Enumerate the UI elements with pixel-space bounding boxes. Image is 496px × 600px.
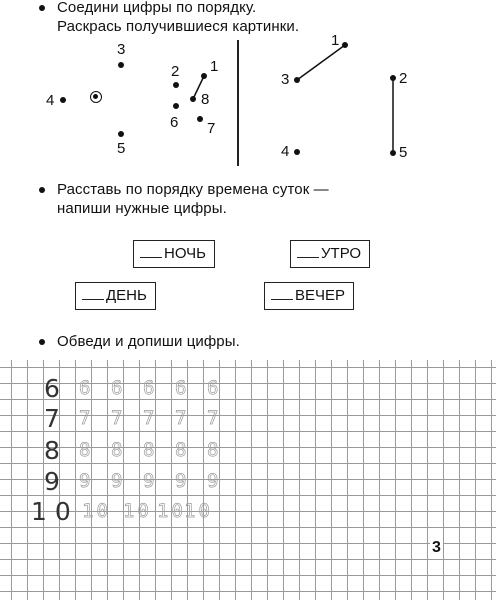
trace-digit[interactable]: 6 [143,377,155,399]
dot-6 [173,103,179,109]
sample-digit: 9 [44,467,60,496]
dot-label-5: 5 [117,140,126,157]
trace-digit[interactable]: 10 [82,500,111,522]
trace-digit[interactable]: 9 [79,470,91,492]
trace-digit[interactable]: 9 [207,470,219,492]
trace-digit[interactable]: 9 [175,470,187,492]
dot-label-7: 7 [207,120,216,137]
bullet [39,187,45,193]
dot-label-1: 1 [210,58,219,75]
task-2-instruction [57,180,329,218]
trace-digit[interactable]: 7 [111,407,123,429]
dot-2 [390,75,396,81]
trace-digit[interactable]: 9 [111,470,123,492]
eye-icon [90,91,102,103]
task-2-line-2: напиши нужные цифры. [57,200,227,217]
bullet [39,339,45,345]
dot-5 [390,150,396,156]
dot-7 [197,116,203,122]
page-number: 3 [432,539,441,556]
dot-5 [118,131,124,137]
dot-label-2: 2 [171,63,180,80]
trace-digit[interactable]: 6 [207,377,219,399]
dot-3 [118,62,124,68]
time-label-evening: ВЕЧЕР [295,287,346,304]
picture-divider [237,40,239,166]
dot-label-4: 4 [281,143,290,160]
dot-8 [190,96,196,102]
dot-label-3: 3 [281,71,290,88]
dot-2 [173,82,179,88]
time-card-morning[interactable] [290,240,370,268]
trace-digit[interactable]: 7 [207,407,219,429]
answer-blank[interactable] [271,285,293,300]
time-card-night[interactable] [133,240,215,268]
task-1-line-2: Раскрась получившиеся картинки. [57,18,300,35]
trace-digit[interactable]: 7 [79,407,91,429]
time-card-evening[interactable] [264,282,354,310]
answer-blank[interactable] [82,285,104,300]
dot-4 [294,149,300,155]
task-1-line-1: Соедини цифры по порядку. [57,0,257,16]
dot-3 [294,77,300,83]
task-2-line-1: Расставь по порядку времена суток — [57,181,329,198]
writing-grid[interactable] [0,360,496,600]
time-label-night: НОЧЬ [164,245,207,262]
time-label-morning: УТРО [321,245,362,262]
trace-digit[interactable]: 8 [111,439,123,461]
trace-digit[interactable]: 10 [123,500,152,522]
trace-digit[interactable]: 6 [111,377,123,399]
trace-digit[interactable]: 8 [143,439,155,461]
dot-label-8: 8 [201,91,210,108]
trace-digit[interactable]: 8 [175,439,187,461]
task-3-instruction [57,332,240,351]
dot-4 [60,97,66,103]
dot-1 [201,73,207,79]
dot-label-5: 5 [399,144,408,161]
trace-digit[interactable]: 6 [175,377,187,399]
trace-digit[interactable]: 8 [207,439,219,461]
trace-digit[interactable]: 10 [157,500,186,522]
task-3-line-1: Обведи и допиши цифры. [57,333,240,350]
sample-digit: 8 [44,436,60,465]
sample-digit: 10 [31,497,79,526]
sample-digit: 6 [44,374,60,403]
trace-digit[interactable]: 8 [79,439,91,461]
dot-label-4: 4 [46,92,55,109]
answer-blank[interactable] [140,243,162,258]
trace-digit[interactable]: 7 [175,407,187,429]
dot-label-2: 2 [399,70,408,87]
trace-digit[interactable]: 10 [184,500,213,522]
dot-label-1: 1 [331,32,340,49]
line-right-3-1 [297,45,345,80]
time-label-day: ДЕНЬ [106,287,147,304]
trace-digit[interactable]: 9 [143,470,155,492]
answer-blank[interactable] [297,243,319,258]
dot-label-6: 6 [170,114,179,131]
trace-digit[interactable]: 7 [143,407,155,429]
dot-label-3: 3 [117,41,126,58]
dot-1 [342,42,348,48]
time-card-day[interactable] [75,282,156,310]
trace-digit[interactable]: 6 [79,377,91,399]
sample-digit: 7 [44,404,60,433]
